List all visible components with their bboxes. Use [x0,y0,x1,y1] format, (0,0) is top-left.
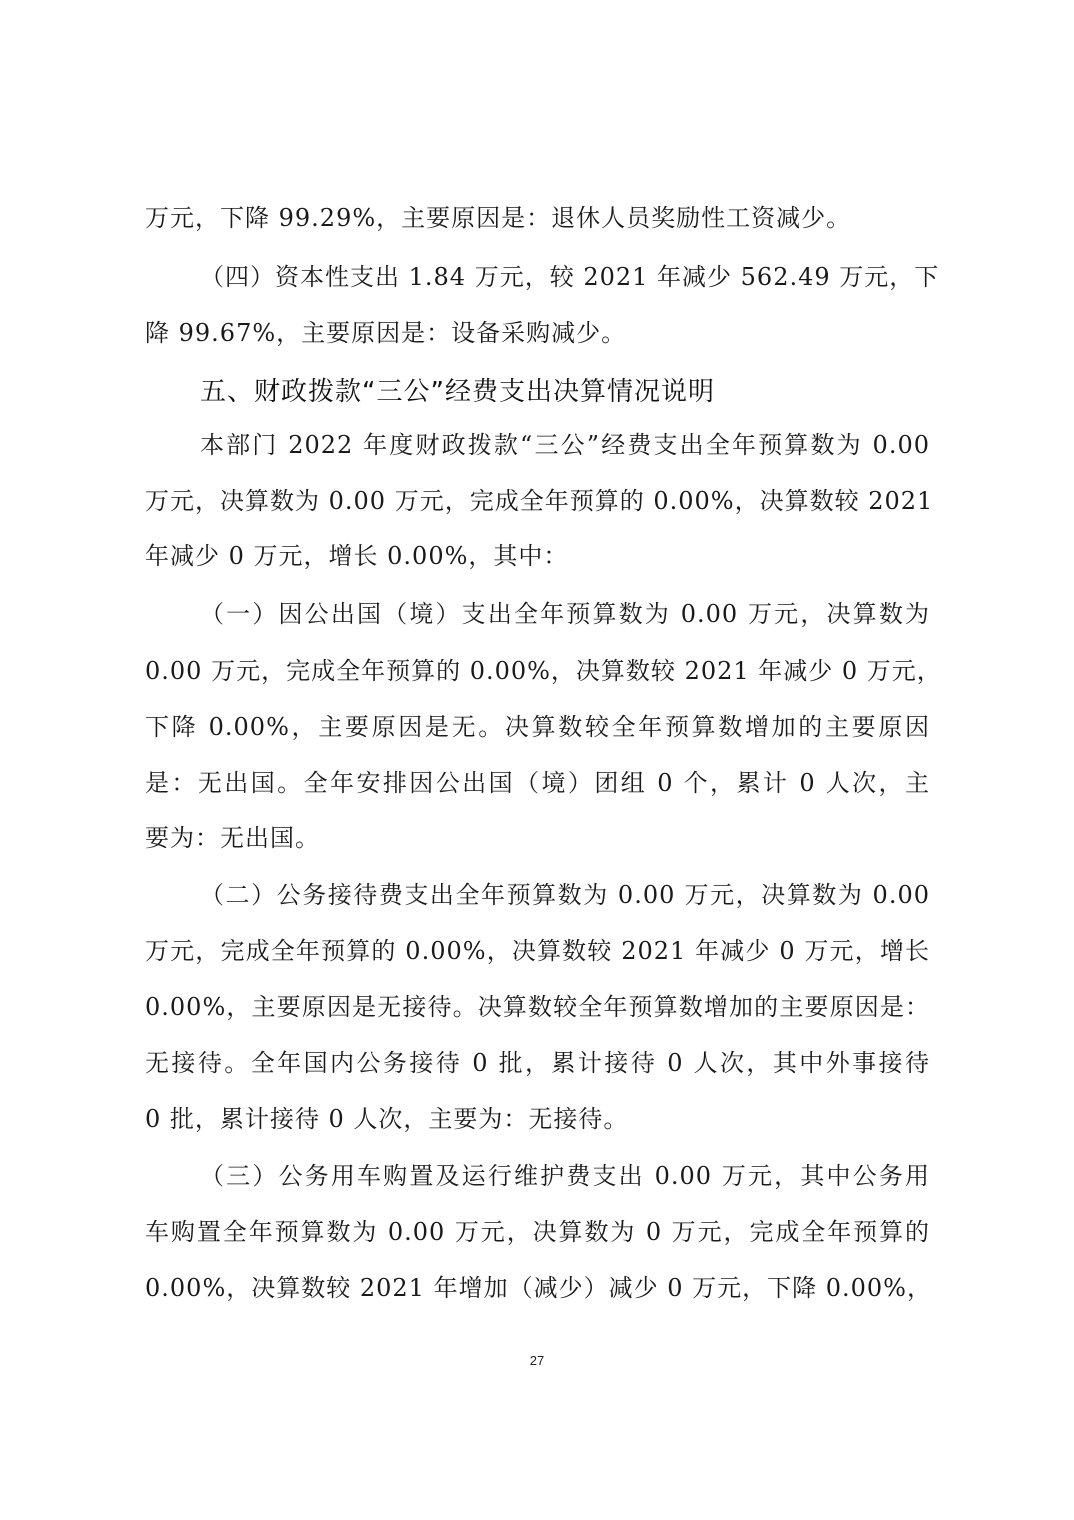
text-line: （三）公务用车购置及运行维护费支出 0.00 万元，其中公务用 [200,1162,930,1190]
text-line: （四）资本性支出 1.84 万元，较 2021 年减少 562.49 万元，下 [200,263,940,291]
text-line: 万元，决算数为 0.00 万元，完成全年预算的 0.00%，决算数较 2021 [145,487,934,515]
section-heading: 五、财政拨款“三公”经费支出决算情况说明 [200,377,715,407]
text-line: （一）因公出国（境）支出全年预算数为 0.00 万元，决算数为 [200,600,930,628]
text-line: 下降 0.00%，主要原因是无。决算数较全年预算数增加的主要原因 [145,713,930,741]
text-line: 0 批，累计接待 0 人次，主要为：无接待。 [145,1105,629,1133]
text-line: 0.00 万元，完成全年预算的 0.00%，决算数较 2021 年减少 0 万元， [145,657,942,685]
text-line: 车购置全年预算数为 0.00 万元，决算数为 0 万元，完成全年预算的 [145,1218,930,1246]
text-line: 0.00%，主要原因是无接待。决算数较全年预算数增加的主要原因是： [145,993,930,1021]
text-line: 万元，完成全年预算的 0.00%，决算数较 2021 年减少 0 万元，增长 [145,937,930,965]
text-line: 无接待。全年国内公务接待 0 批，累计接待 0 人次，其中外事接待 [145,1049,930,1077]
text-line: 降 99.67%，主要原因是：设备采购减少。 [145,319,627,347]
text-line: （二）公务接待费支出全年预算数为 0.00 万元，决算数为 0.00 [200,881,930,909]
text-line: 0.00%，决算数较 2021 年增加（减少）减少 0 万元，下降 0.00%， [145,1274,932,1302]
text-line: 年减少 0 万元，增长 0.00%，其中： [145,542,569,570]
text-line: 要为：无出国。 [145,824,320,852]
text-line: 本部门 2022 年度财政拨款“三公”经费支出全年预算数为 0.00 [200,431,930,459]
page-number: 27 [529,1353,545,1368]
text-line: 万元，下降 99.29%，主要原因是：退休人员奖励性工资减少。 [145,204,852,232]
text-line: 是：无出国。全年安排因公出国（境）团组 0 个，累计 0 人次，主 [145,769,930,797]
